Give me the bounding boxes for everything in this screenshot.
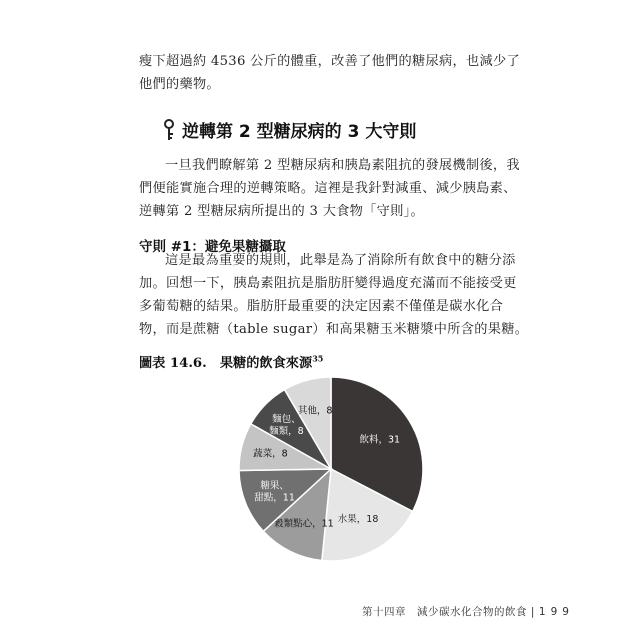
key-icon — [162, 119, 176, 141]
pie-slice-label: 麵包、麵類，8 — [269, 414, 304, 438]
paragraph-strategy: 一旦我們瞭解第 2 型糖尿病和胰島素阻抗的發展機制後，我們便能實施合理的逆轉策略。這裡是我針對減重、減少胰島素、逆轉第 2 型糖尿病所提出的 3 大食物「守則」。 — [139, 158, 520, 219]
page-footer — [362, 604, 574, 619]
pie-slice-label: 水果，18 — [337, 514, 379, 526]
pie-slice-label: 蔬菜，8 — [253, 448, 288, 460]
pie-slice-label: 穀類點心，11 — [274, 518, 334, 530]
page-number: 199 — [538, 606, 574, 618]
rule-heading: 守則 #1：避免果糖攝取 — [139, 239, 286, 255]
paragraph-intro: 瘦下超過約 4536 公斤的體重，改善了他們的糖尿病，也減少了他們的藥物。 — [139, 54, 520, 92]
figure-reference: 35 — [312, 353, 324, 364]
footer-chapter: 第十四章 減少碳水化合物的飲食 — [362, 606, 527, 618]
footer-separator: | — [530, 606, 535, 618]
pie-slice-label: 飲料，31 — [359, 434, 401, 446]
paragraph-rule1: 這是最為重要的規則，此舉是為了消除所有飲食中的糖分添加。回想一下，胰島素阻抗是脂肪肝變得過度充滿而不能接受更多葡萄糖的結果。脂肪肝最重要的決定因素不僅僅是碳水化合物，而是蔗糖（table sugar）和高果糖玉米糖漿中所含的果糖。 — [139, 253, 529, 337]
section-heading — [162, 117, 416, 142]
pie-slice-label: 其他，8 — [297, 405, 333, 417]
fructose-pie-chart — [139, 372, 519, 572]
pie-slice-label: 糖果、甜點，11 — [254, 480, 295, 504]
figure-caption-text: 圖表 14.6. 果糖的飲食來源 — [139, 356, 313, 371]
figure-caption — [139, 352, 323, 371]
section-heading-text: 逆轉第 2 型糖尿病的 3 大守則 — [182, 122, 417, 142]
